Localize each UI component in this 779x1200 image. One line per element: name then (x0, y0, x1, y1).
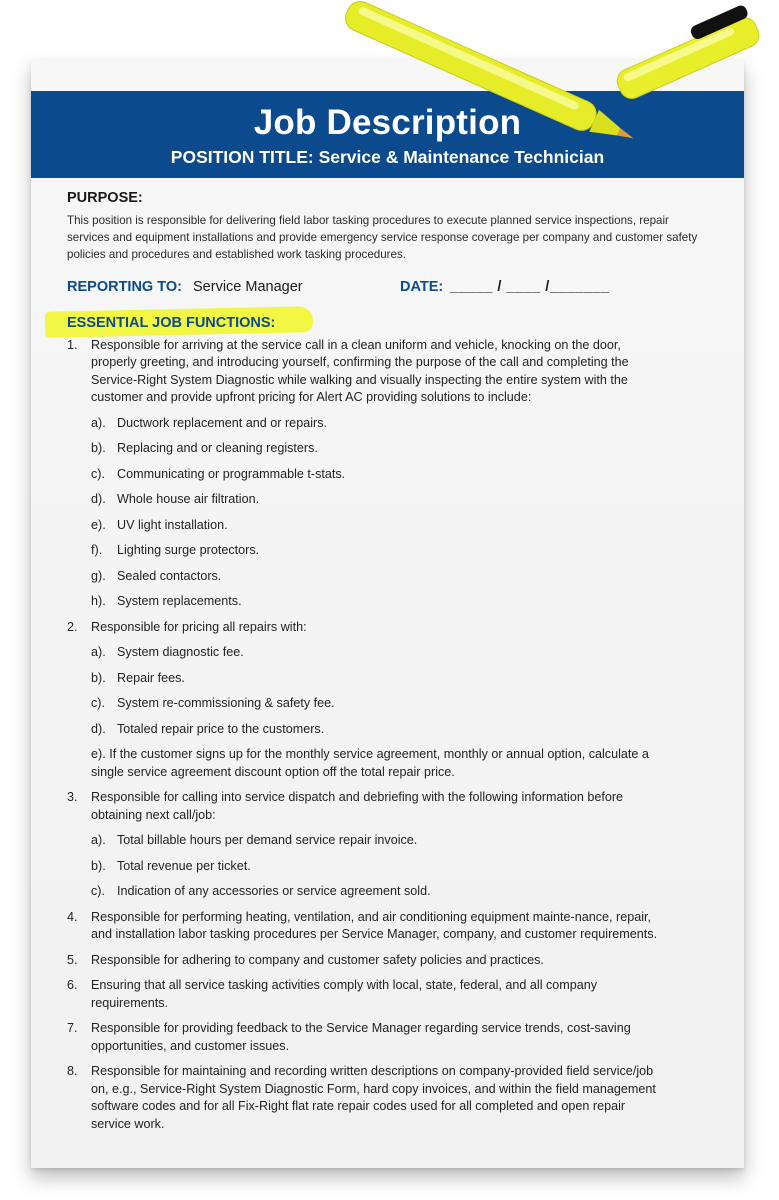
sub-item (91, 695, 717, 713)
function-line: service work. (91, 1116, 165, 1131)
function-item (67, 789, 717, 901)
function-number: 1. (67, 337, 78, 352)
sub-item (91, 593, 717, 611)
sub-item (91, 670, 717, 688)
sub-item-letter: a). (91, 415, 106, 430)
function-line: properly greeting, and introducing yourself, confirming the purpose of the call and completing the (91, 355, 629, 369)
highlighter-pen-icon (320, 0, 779, 150)
function-number: 4. (67, 909, 78, 924)
function-item (67, 977, 717, 1012)
purpose-line: policies and procedures and established work tasking procedures. (67, 247, 406, 261)
sub-item-text: Sealed contactors. (117, 568, 222, 583)
function-item (67, 337, 717, 611)
sub-item-extended (91, 746, 717, 781)
function-line: requirements. (91, 995, 168, 1010)
reporting-to-label: REPORTING TO: (67, 278, 182, 295)
function-line: software codes and for all Fix-Right flat rate repair codes used for all completed and open repair (91, 1099, 626, 1113)
function-item (67, 619, 717, 782)
position-title: POSITION TITLE: Service & Maintenance Technician (170, 147, 605, 167)
sub-item-letter: e). (91, 517, 106, 532)
function-line: Service-Right System Diagnostic while walking and visually inspecting the entire system with the (91, 372, 628, 387)
reporting-to-value: Service Manager (193, 278, 303, 295)
sub-item-letter: d). (91, 492, 106, 506)
sub-item-text: Communicating or programmable t-stats. (117, 466, 346, 481)
function-number: 5. (67, 952, 78, 967)
date-label: DATE: (400, 278, 444, 295)
sub-item-letter: h). (91, 594, 106, 608)
sub-item (91, 883, 717, 901)
sub-item-letter: d). (91, 721, 106, 736)
reporting-row (67, 277, 717, 299)
function-line: and installation labor tasking procedures per Service Manager, company, and customer requirements. (91, 927, 658, 941)
sub-item-text: System diagnostic fee. (117, 645, 244, 659)
sub-item-letter: c). (91, 466, 105, 481)
sub-item (91, 517, 717, 535)
sub-item (91, 440, 717, 458)
function-number: 8. (67, 1064, 78, 1078)
sub-item (91, 415, 717, 433)
essential-functions-heading: ESSENTIAL JOB FUNCTIONS: (67, 314, 276, 331)
purpose-line: This position is responsible for delivering field labor tasking procedures to execute planned service inspections, repair (67, 213, 669, 227)
sub-item-letter: g). (91, 568, 106, 583)
function-item (67, 952, 717, 970)
function-item (67, 1020, 717, 1055)
sub-item-text: Lighting surge protectors. (117, 543, 260, 557)
sub-item (91, 832, 717, 850)
function-number: 6. (67, 978, 78, 992)
function-line: obtaining next call/job: (91, 807, 216, 822)
functions-list (67, 337, 717, 1134)
function-line: Responsible for maintaining and recording written descriptions on company-provided field service/job (91, 1064, 654, 1078)
document-body (67, 190, 717, 1141)
function-line: Responsible for calling into service dispatch and debriefing with the following information before (91, 790, 624, 804)
function-line: Responsible for pricing all repairs with: (91, 619, 307, 634)
function-number: 7. (67, 1021, 78, 1035)
sub-item-letter: f). (91, 543, 103, 557)
sub-item-letter: c). (91, 696, 105, 710)
function-line: Responsible for providing feedback to the Service Manager regarding service trends, cost-saving (91, 1021, 631, 1035)
sub-item-extended-line: single service agreement discount option off the total repair price. (91, 764, 455, 779)
sub-item-letter: b). (91, 858, 106, 873)
sub-item (91, 466, 717, 484)
sub-item-text: Repair fees. (117, 670, 185, 685)
sub-item-text: Totaled repair price to the customers. (117, 721, 325, 736)
function-line: Responsible for arriving at the service call in a clean uniform and vehicle, knocking on the door, (91, 337, 621, 352)
purpose-line: services and equipment installations and provide emergency service response coverage per company and customer safety (67, 230, 698, 244)
sub-item-letter: c). (91, 884, 105, 898)
sub-item-text: Ductwork replacement and or repairs. (117, 415, 327, 430)
sub-item-text: UV light installation. (117, 517, 228, 532)
function-item (67, 909, 717, 944)
sub-item-letter: b). (91, 670, 106, 685)
function-line: Responsible for adhering to company and customer safety policies and practices. (91, 952, 544, 967)
function-line: customer and provide upfront pricing for Alert AC providing solutions to include: (91, 390, 532, 404)
sub-item-text: System replacements. (117, 594, 242, 608)
sub-item (91, 568, 717, 586)
sub-item (91, 491, 717, 509)
essential-functions-heading-wrap (67, 315, 717, 337)
purpose-heading: PURPOSE: (67, 190, 143, 206)
sub-item-text: Indication of any accessories or service agreement sold. (117, 884, 431, 898)
function-line: Ensuring that all service tasking activities comply with local, state, federal, and all company (91, 978, 598, 992)
date-blanks: _____ / ____ /_______ (450, 278, 610, 295)
sub-item-letter: a). (91, 645, 106, 659)
sub-item-text: Whole house air filtration. (117, 492, 260, 506)
function-line: opportunities, and customer issues. (91, 1038, 290, 1053)
function-number: 3. (67, 790, 78, 804)
sub-item (91, 644, 717, 662)
function-item (67, 1063, 717, 1133)
sub-item (91, 858, 717, 876)
sub-item-text: System re-commissioning & safety fee. (117, 696, 335, 710)
sub-item (91, 721, 717, 739)
sub-item-text: Replacing and or cleaning registers. (117, 441, 318, 455)
function-line: on, e.g., Service-Right System Diagnostic Form, hard copy invoices, and within the field management (91, 1081, 656, 1096)
function-line: Responsible for performing heating, ventilation, and air conditioning equipment mainte-nance, repair, (91, 909, 652, 924)
sub-item-text: Total billable hours per demand service repair invoice. (117, 833, 418, 847)
sub-item-letter: a). (91, 833, 106, 847)
sub-item (91, 542, 717, 560)
sub-item-text: Total revenue per ticket. (117, 858, 251, 873)
function-number: 2. (67, 619, 78, 634)
document-title: Job Description (253, 103, 522, 142)
sub-item-letter: b). (91, 441, 106, 455)
purpose-text (67, 212, 717, 263)
sub-item-extended-line: e). If the customer signs up for the monthly service agreement, monthly or annual option, calculate a (91, 747, 649, 761)
